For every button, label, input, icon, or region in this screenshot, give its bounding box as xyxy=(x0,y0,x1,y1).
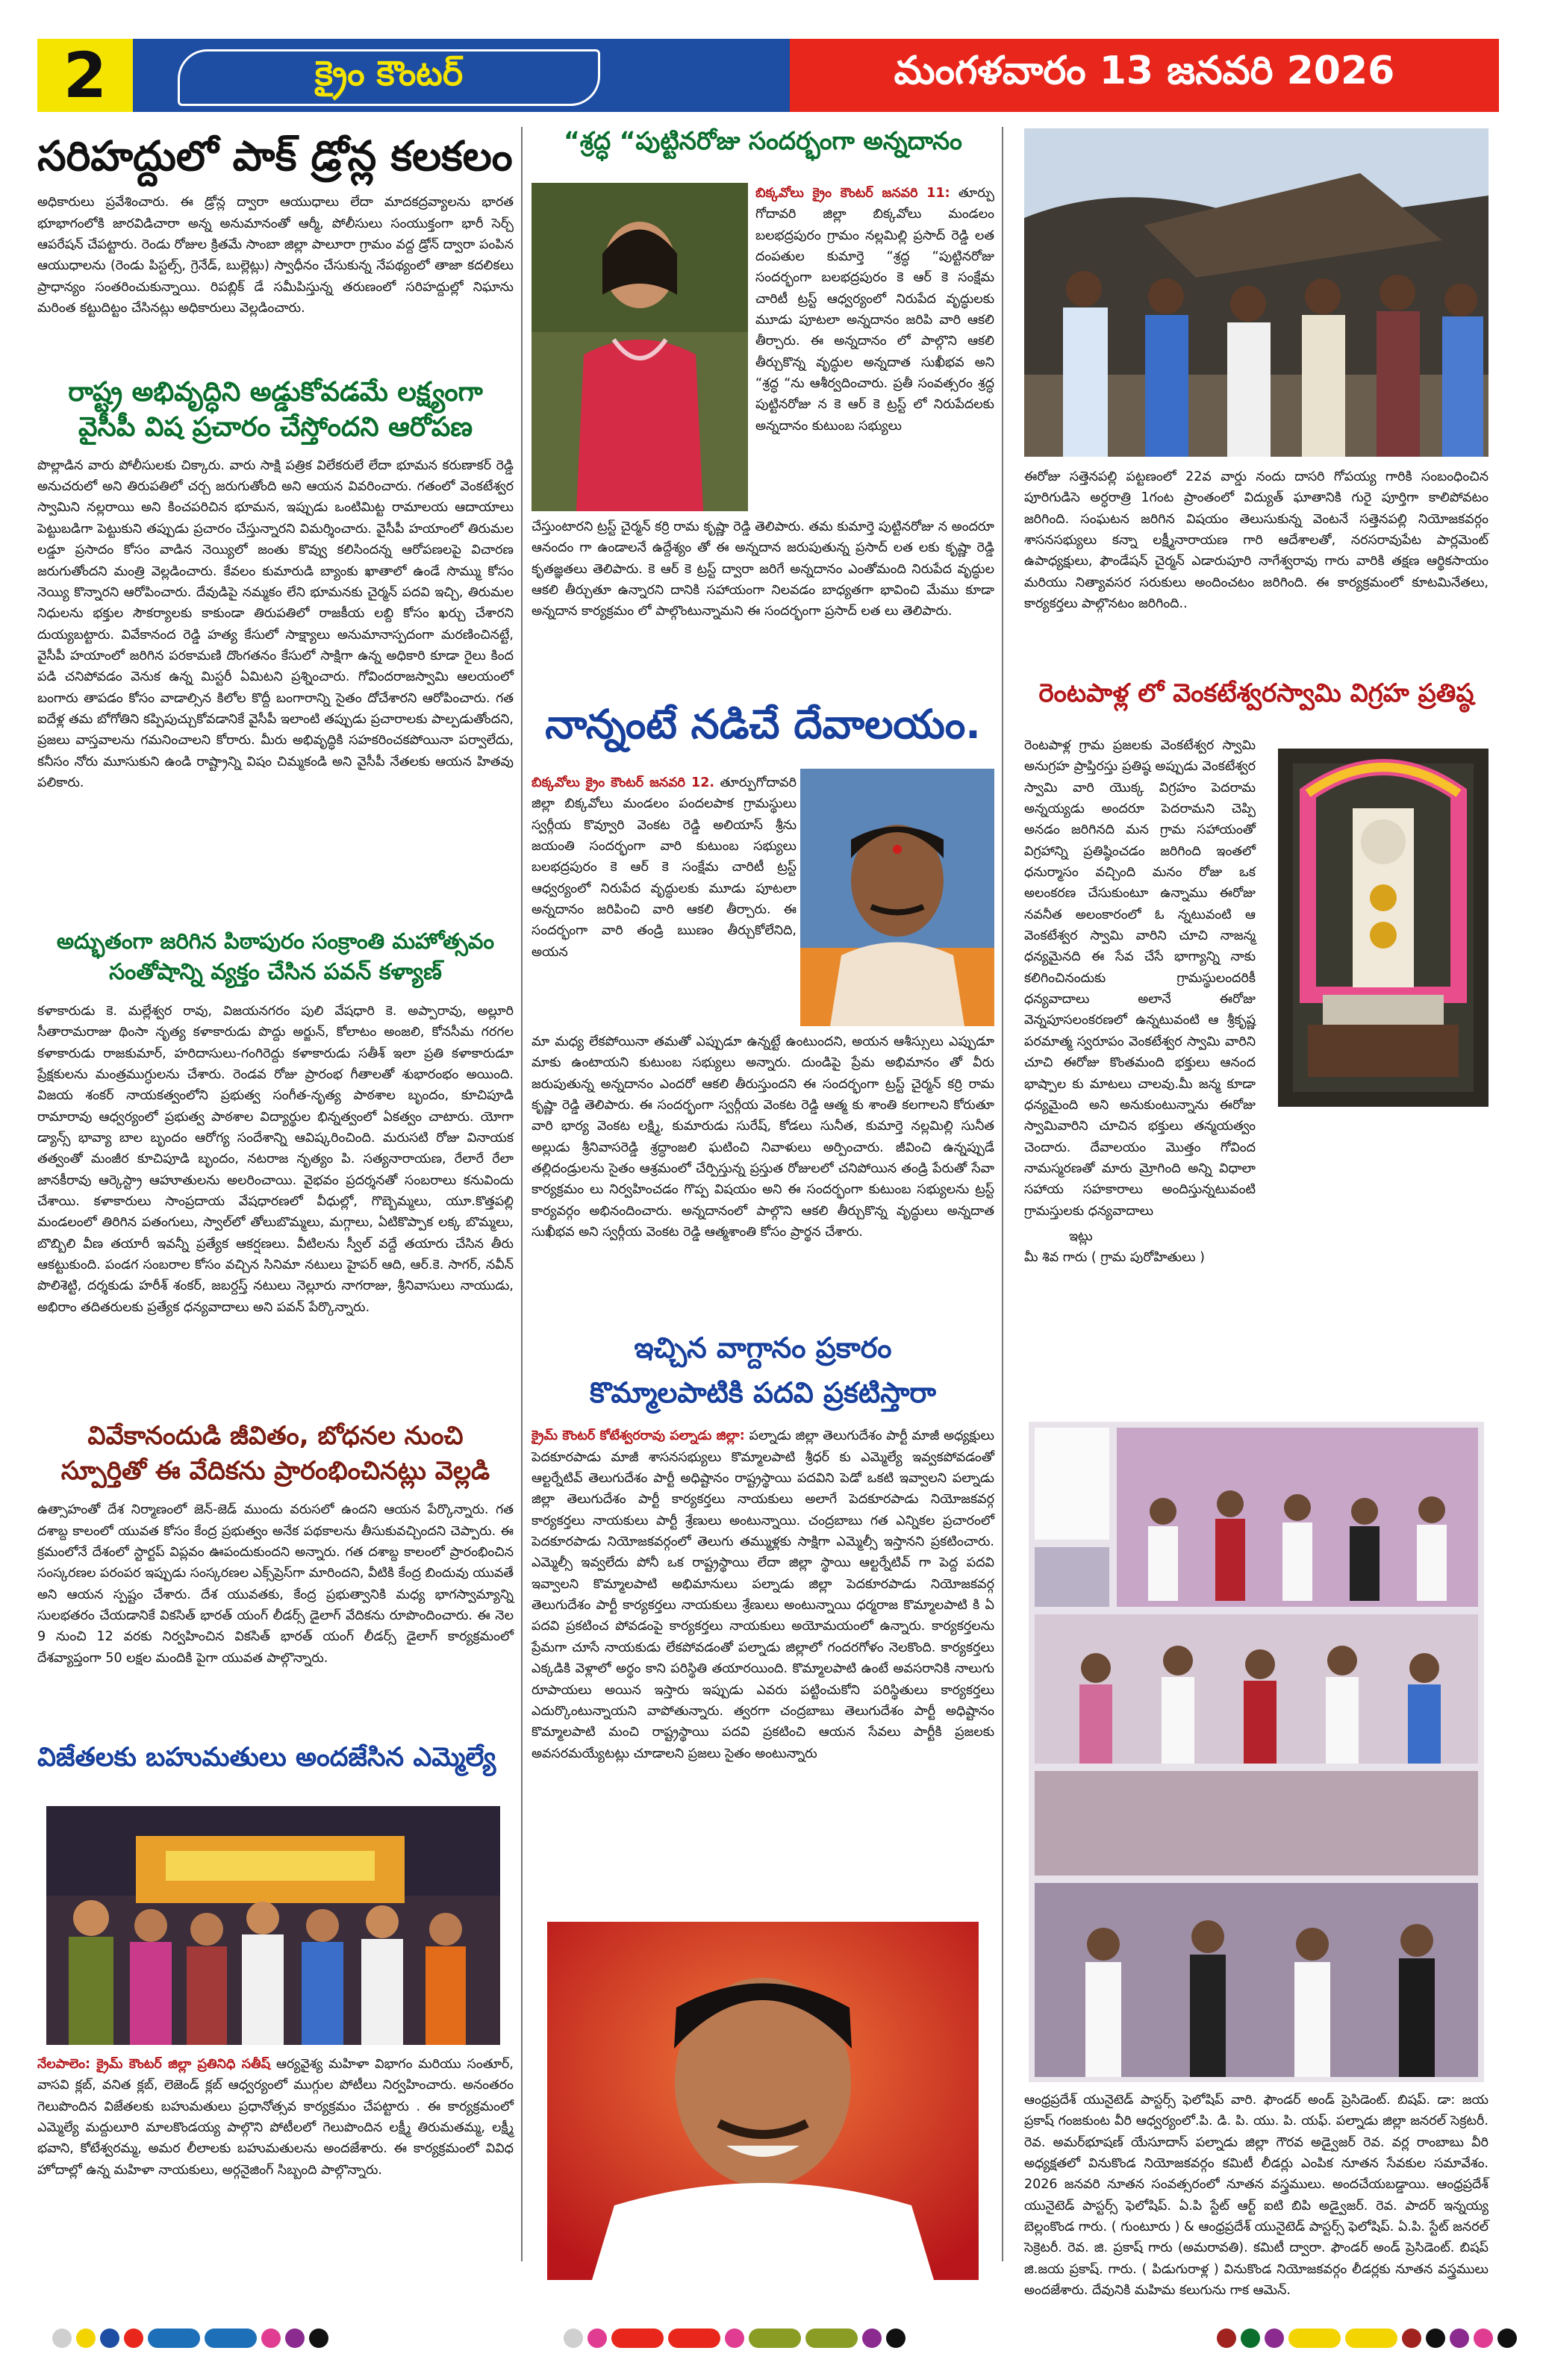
article-body-rentapalla: రెంటపాళ్ల గ్రామ ప్రజలకు వెంకటేశ్వర స్వామి అనుగ్రహ ప్రాప్తిరస్తు ప్రతిష్ఠ అప్పుడు వెంకటేశ్వర స్వామి వారి యొక్క విగ్రహం పెదరామ అన్నయ్యడు అందరూ పెదరామని చెప్పి అనడం జరిగినది మన గ్రామ సహాయంతో విగ్రహాన్ని ప్రతిష్ఠించడం జరిగింది ఇంతలో ధనుర్మాసం వచ్చింది మనం రోజు ఒక అలంకరణ చేసుకుంటూ ఉన్నాము ఈరోజు నవనీత అలంకారంలో ఓ న్నటువంటి ఆ వెంకటేశ్వర స్వామి వారిని చూచి నాజన్మ ధన్యమైనది ఈ సేవ చేసే భాగ్యాన్ని నాకు కలిగించినందుకు గ్రామస్థులందరికీ ధన్యవాదాలు అలానే ఈరోజు వెన్నపూసలంకరణలో ఉన్నటువంటి ఆ శ్రీకృష్ణ పరమాత్మ స్వరూపం వెంకటేశ్వర స్వామి వారిని చూచి ఈరోజు కొంతమంది భక్తులు ఆనంద భాష్పాల కు మాటలు చాలవు.మీ జన్మ కూడా ధన్యమైంది అని అనుకుంటున్నాను ఈరోజు స్వామివారిని చూచిన భక్తులు తన్మయత్వం చెందారు. దేవాలయం మొత్తం గోవింద నామస్మరణతో మారు మ్రోగింది అన్ని విధాలా సహాయ సహకారాలు అందిస్తున్నటువంటి గ్రామస్తులకు ధన్యవాదాలు xyxy=(1024,738,1256,1219)
headline-father: నాన్నంటే నడిచే దేవాలయం. xyxy=(545,701,981,748)
dateline-kommalapati: క్రైమ్ కౌంటర్ కోటేశ్వరరావు పల్నాడు జిల్లా: xyxy=(532,1428,745,1444)
article-body-shraddha: చేస్తుంటారని ట్రస్ట్ చైర్మన్ కర్రి రామ కృష్ణా రెడ్డి తెలిపారు. తమ కుమార్తె పుట్టినరోజు న అందరూ ఆనందం గా ఉండాలనే ఉద్దేశ్యం తో ఈ అన్నదాన జరుపుతున్న ప్రసాద్ లత లకు కృష్ణా రెడ్డి కృతజ్ఞతలు తెలిపారు. కె ఆర్ కె ట్రస్ట్ ద్వారా జరిగే అన్నదానం ఎంతోమంది నిరుపేద వృద్ధుల ఆకలి తీర్చుతూ ఉన్నారని దానికి సహాయంగా నిలవడం బాధ్యతగా భావించి మేము కూడా అన్నదాన కార్యక్రమం లో పాల్గొంటున్నామని ఈ సందర్భంగా ప్రసాద్ లత లు తెలిపారు. xyxy=(532,519,994,619)
dateline-shraddha: బిక్కవోలు క్రైం కౌంటర్ జనవరి 11: xyxy=(755,186,950,201)
photo-shraddha-image xyxy=(532,183,748,511)
photo-caption-prizes xyxy=(37,2054,514,2181)
article-kommalapati xyxy=(532,1332,994,1764)
caption-text: ఆర్యవైశ్య మహిళా విభాగం మరియు సంతూర్, వాసవి క్లబ్, వనిత క్లబ్, లెజెండ్ క్లబ్ ఆధ్వర్యంలో ముగ్గుల పోటీలు నిర్వహించారు. అనంతరం గెలుపొందిన విజేతలకు బహుమతులు ప్రధానోత్సవ కార్యక్రమం చేపట్టారు . ఈ కార్యక్రమంలో ఎమ్మెల్యే మద్దులూరి మాలకొండయ్య పాల్గొని పోటీలలో గెలుపొందిన లక్ష్మీ తిరుమతమ్మ, లక్ష్మీ భవాని, కోటేశ్వరమ్మ, అమర లీలాలకు బహుమతులను అందజేశారు. ఈ కార్యక్రమంలో వివిధ హోదాల్లో ఉన్న మహిళా నాయకులు, అర్గనైజింగ్ సిబ్బంది పాల్గొన్నారు. xyxy=(37,2057,514,2178)
footer-color-mark xyxy=(52,2329,72,2348)
footer-color-mark xyxy=(611,2329,664,2348)
article-mla-prizes xyxy=(37,1743,514,1772)
article-body-ysrcp: పొల్లాడిన వారు పోలీసులకు చిక్కారు. వారు సాక్షి పత్రిక విలేకరులే లేదా భూమన కరుణాకర్ రెడ్డి అనుచరులో అని తిరుపతిలో చర్చ జరుగుతోంది అని ఆయన వివరించారు. గతంలో వెంకటేశ్వర స్వామిని నల్లరాయి అని కించపరిచిన భూమన, ఇప్పుడు ఒంటిమిట్ట రామాలయ ఆదాయాలు పెట్టుబడిగా పెట్టుకుని తప్పుడు ప్రచారం చేస్తున్నారని విమర్శించారు. వైసీపీ హయాంలో తిరుమల లడ్డూ ప్రసాదం కోసం వాడిన నెయ్యిలో జంతు కొవ్వు కలిసిందన్న ఆరోపణలపై విచారణ జరుగుతోందని మంత్రి వెల్లడించారు. కేవలం కుమారుడి బ్యాంకు ఖాతాలో ఉండే సొమ్ము కోసం నెయ్యి కొన్నారని ఆరోపించారు. దేవుడిపై నమ్మకం లేని భూమనకు చైర్మన్ పదవి ఇచ్చి, తిరుమల నిధులను భక్తుల సౌకర్యాలకు కాకుండా తిరుపతిలో రాజకీయ లబ్ది కోసం ఖర్చు చేశారని దుయ్యబట్టారు. వివేకానంద రెడ్డి హత్య కేసులో సాక్ష్యాలు అనుమానాస్పదంగా మరణించినట్టే, వైసీపీ హయాంలో జరిగిన పరకామణి దొంగతనం కేసులో సాక్షిగా ఉన్న అధికారి కూడా రైలు కింద పడి చనిపోవడం వెనుక ఉన్న మిస్టరీ ఏమిటని ప్రశ్నించారు. గోవిందరాజస్వామి ఆలయంలో బంగారు తాపడం కోసం వాడాల్సిన కిలోల కొద్దీ బంగారాన్ని సైతం దోచేశారని ఆరోపించారు. గత ఐదేళ్ల తమ బోగోతిని కప్పిపుచ్చుకోవడానికే వైసీపీ ఇలాంటి తప్పుడు ప్రచారాలకు పాల్పడుతోందని, ప్రజలు వాస్తవాలను గమనించాలని కోరారు. మీరు అభివృద్ధికి సహకరించకపోయినా పర్వాలేదు, కనీసం నోరు మూసుకుని ఉండి రాష్ట్రాన్ని విషం చిమ్మకండి అని వైసీపీ నేతలకు ఆయన హితవు పలికారు. xyxy=(37,457,514,790)
footer-color-mark xyxy=(1402,2329,1421,2348)
footer-color-mark xyxy=(725,2329,744,2348)
footer-color-mark xyxy=(205,2329,257,2348)
footer-color-mark xyxy=(76,2329,96,2348)
article-shraddha-side xyxy=(755,183,994,437)
footer-color-mark xyxy=(124,2329,143,2348)
headline-pithapuram-line1: అద్భుతంగా జరిగిన పిఠాపురం సంక్రాంతి మహోత్సవం xyxy=(56,928,495,954)
article-body-drones: అధికారులు ప్రవేశించారు. ఈ డ్రోన్ల ద్వారా ఆయుధాలు లేదా మాదకద్రవ్యాలను భారత భూభాగంలోకి జారవిడిచారా అన్న అనుమానంతో ఆర్మీ, పోలీసులు సంయుక్తంగా భారీ సెర్చ్ ఆపరేషన్ చేపట్టారు. రెండు రోజుల క్రితమే సాంబా జిల్లా పాలూరా గ్రామం వద్ద డ్రోన్ ద్వారా పంపిన ఆయుధాలను (రెండు పిస్టల్స్, గ్రెనేడ్, బుల్లెట్లు) స్వాధీనం చేసుకున్న నేపథ్యంలో తాజా కదలికలు ప్రాధాన్యం సంతరించుకున్నాయి. రిపబ్లిక్ డే సమీపిస్తున్న తరుణంలో సరిహద్దుల్లో నిఘాను మరింత కట్టుదిట్టం చేసినట్లు అధికారులు వెల్లడించారు. xyxy=(37,195,514,316)
footer-color-strip-center xyxy=(564,2329,905,2348)
headline-pithapuram-line2: సంతోషాన్ని వ్యక్తం చేసిన పవన్ కళ్యాణ్ xyxy=(109,959,442,986)
footer-color-mark xyxy=(564,2329,583,2348)
article-father xyxy=(532,702,994,748)
headline-kommalapati-line2: కొమ్మాలపాటికి పదవి ప్రకటిస్తారా xyxy=(589,1375,937,1409)
photo-venkateswara-idol-image xyxy=(1278,749,1489,1107)
footer-color-mark xyxy=(100,2329,119,2348)
photo-kommalapati-image xyxy=(547,1922,979,2280)
article-rentapalla-body xyxy=(1024,735,1256,1269)
article-body-vivekananda: ఉత్సాహంతో దేశ నిర్మాణంలో జెన్-జెడ్ ముందు వరుసలో ఉందని ఆయన పేర్కొన్నారు. గత దశాబ్ద కాలంలో యువత కోసం కేంద్ర ప్రభుత్వం అనేక పథకాలను తీసుకువచ్చిందని చెప్పారు. ఈ క్రమంలోనే దేశంలో స్టార్టప్ విప్లవం ఊపందుకుందని అన్నారు. గత దశాబ్ద కాలంలో ప్రారంభించిన సంస్కరణల పరంపర ఇప్పుడు సంస్కరణల ఎక్స్‌ప్రెస్‌గా మారిందని, వీటికి కేంద్ర బిందువు యువతే అని ఆయన స్పష్టం చేశారు. దేశ యువతకు, కేంద్ర ప్రభుత్వానికి మధ్య భాగస్వామ్యాన్ని సులభతరం చేయడానికే వికసిత్ భారత్ యంగ్ లీడర్స్ డైలాగ్ వేదికను రూపొందించారు. ఈ నెల 9 నుంచి 12 వరకు నిర్వహించిన వికసిత్ భారత్ యంగ్ లీడర్స్ డైలాగ్ కార్యక్రమంలో దేశవ్యాప్తంగా 50 లక్షల మందికి పైగా యువత పాల్గొన్నారు. xyxy=(37,1502,514,1666)
headline-vivekananda-line2: స్పూర్తితో ఈ వేదికను ప్రారంభించినట్లు వెల్లడి xyxy=(60,1456,490,1487)
footer-color-mark xyxy=(1217,2329,1236,2348)
masthead-date: మంగళవారం 13 జనవరి 2026 xyxy=(790,39,1499,112)
caption-dateline: నేలపాలెం: క్రైమ్ కౌంటర్ జిల్లా ప్రతినిధి సతీష్ xyxy=(37,2057,271,2072)
signoff-priest: మీ శివ గారు ( గ్రామ పురోహితులు ) xyxy=(1024,1250,1205,1266)
headline-drones: సరిహద్దులో పాక్ డ్రోన్ల కలకలం xyxy=(37,132,513,180)
article-body-pastors: ఆంధ్రప్రదేశ్ యునైటెడ్ పాస్టర్స్ ఫెలోషిప్ వారి. ఫౌండర్ అండ్ ప్రెసిడెంట్. బిషప్. డా: జయ ప్రకాష్ గంజకుంట వీరి ఆధ్వర్యంలో.పి. డి. పి. యు. పి. యఫ్. పల్నాడు జిల్లా జనరల్ సెక్రటరీ. రెవ. అమర్‌భూషణ్ యేసూదాస్ పల్నాడు జిల్లా గౌరవ అడ్వైజర్ రెవ. వర్ల రాంబాబు వీరి అధ్యక్షతలో వినుకొండ నియోజకవర్గం కమిటీ లీడర్లు ఎంపిక నూతన సేవకుల సమావేశం. 2026 జనవరి నూతన సంవత్సరంలో నూతన వస్త్రములు. అందచేయబడ్డాయి. ఆంధ్రప్రదేశ్ యునైటెడ్ పాస్టర్స్ ఫెలోషిప్. ఏ.పి స్టేట్ ఆర్ట్ ఐటి బిపి అడ్వైజర్. రెవ. పాదర్ ఇన్నయ్య బెల్లంకొండ గారు. ( గుంటూరు ) & ఆంధ్రప్రదేశ్ యునైటెడ్ పాస్టర్స్ ఫెలోషిప్. ఏ.పి. స్టేట్ జనరల్ సెక్రెటరీ. రెవ. జి. ప్రకాష్ గారు (అమరావతి). కమిటీ ద్వారా. ఫౌండర్ అండ్ ప్రెసిడెంట్. బిషప్ జి.జయ ప్రకాష్. గారు. ( పిడుగురాళ్ల ) వినుకొండ నియోజకవర్గం లీడర్లకు నూతన వస్త్రములు అందజేశారు. దేవునికి మహిమ కలుగును గాక ఆమెన్. xyxy=(1024,2093,1489,2299)
photo-collage-pastors-image xyxy=(1029,1422,1484,2082)
dateline-father: బిక్కవోలు క్రైం కౌంటర్ జనవరి 12. xyxy=(532,775,715,790)
footer-color-strip-left xyxy=(52,2329,328,2348)
footer-color-mark xyxy=(1241,2329,1260,2348)
footer-color-mark xyxy=(309,2329,328,2348)
photo-father xyxy=(800,769,994,1026)
article-rentapalla xyxy=(1024,679,1489,708)
footer-color-mark xyxy=(148,2329,200,2348)
masthead-brand: క్రైం కౌంటర్ xyxy=(178,49,600,106)
footer-color-mark xyxy=(285,2329,305,2348)
article-ysrcp xyxy=(37,377,514,793)
headline-mla-prizes: విజేతలకు బహుమతులు అందజేసిన ఎమ్మెల్యే xyxy=(37,1743,496,1772)
headline-shraddha: “శ్రద్ధ “పుట్టినరోజు సందర్భంగా అన్నదానం xyxy=(564,126,962,155)
footer-color-mark xyxy=(1474,2329,1493,2348)
article-shraddha xyxy=(532,127,994,155)
photo-fire-hut xyxy=(1024,128,1489,457)
footer-color-mark xyxy=(1426,2329,1445,2348)
footer-color-mark xyxy=(862,2329,882,2348)
article-body-pithapuram: కళాకారుడు కె. మల్లేశ్వర రావు, విజయనగరం పులి వేషధారి కె. అప్పారావు, అల్లూరి సీతారామరాజు థింసా నృత్య కళాకారుడు పొద్దు అర్జున్, కోలాటం అంజలి, కోనసీమ గరగల కళాకారుడు రాజకుమార్, హరిదాసులు-గంగిరెద్దు కళాకారుడు సతీశ్ ఇలా ప్రతి కళాకారుడూ ప్రేక్షకులను మంత్రముగ్ధులను చేశారు. రెండవ రోజు ప్రారంభ గీతాలతో శుభారంభం అయింది. విజయ శంకర్ నాయకత్వంలోని ప్రభుత్వ సంగీత-నృత్య పాఠశాల బృందం, కూచిపూడి రామారావు ఆధ్వర్యంలో ప్రభుత్వ పాఠశాల విద్యార్థుల భిన్నత్వంలో ఏకత్వం చాటారు. యోగా డ్యాన్స్ భావ్యా బాల బృందం ఆరోగ్య సందేశాన్ని ఆవిష్కరించింది. మరుసటి రోజు వినాయక తత్వంతో మంజీర కూచిపూడి బృందం, నటరాజ నృత్యం పి. సత్యనారాయణ, రేలారే రేలా జానకీరావు ఆర్కెస్ట్రా ఆహూతులను అలరించాయి. వైభవం ప్రదర్శనతో సంబరాలు కనువిందు చేశాయి. కళాకారులు సాంప్రదాయ వేషధారణలో వీధుల్లో, గొబ్బెమ్మలు, యూ.కొత్తపల్లి మండలంలో తిరిగిన పతంగులు, స్వాల్‌లో తోలుబొమ్మలు, మగ్గాలు, ఏటికొప్పాక లక్క బొమ్మలు, బొబ్బిలి వీణ తయారీ ఇవన్నీ ప్రత్యేక ఆకర్షణలు. వీటిలను స్వీల్ వద్దే తయారు చేసిన తీరు ఆకట్టుకుంది. పండగ సంబరాల కోసం వచ్చిన సినిమా నటులు హైపర్ ఆది, ఆర్.కె. సాగర్, నవీన్ పొలిశెట్టి, దర్శకుడు హరీశ్ శంకర్, జబర్దస్త్ నటులు నెల్లూరు నాగరాజు, శ్రీనివాసులు నాయుడు, అభిరాం తదితరులకు ప్రత్యేక ధన్యవాదాలు అని పవన్ పేర్కొన్నారు. xyxy=(37,1003,514,1315)
headline-kommalapati-line1: ఇచ్చిన వాగ్దానం ప్రకారం xyxy=(634,1331,892,1364)
photo-shraddha xyxy=(532,183,748,511)
footer-color-mark xyxy=(261,2329,281,2348)
headline-ysrcp-line1: రాష్ట్ర అభివృద్ధిని అడ్డుకోవడమే లక్ష్యంగా xyxy=(68,377,483,407)
article-text-kommalapati: పల్నాడు జిల్లా తెలుగుదేశం పార్టీ మాజీ అధ్యక్షులు పెదకూరపాడు మాజీ శాసనసభ్యులు కొమ్మాలపాటి శ్రీధర్ కు ఎమ్మెల్యే ఇవ్వకపోవడంతో ఆల్టర్నేటివ్ తెలుగుదేశం పార్టీ అధిష్టానం రాష్ట్రస్థాయి పదవిని పెడో ఒకటి ఇవ్వాలని పల్నాడు జిల్లా తెలుగుదేశం పార్టీ కార్యకర్తలు నాయకులు అలాగే పెదకూరపాడు నియోజకవర్గ కార్యకర్తలు నాయకులు పార్టీ శ్రేణులు అంటున్నాయి. చంద్రబాబు గత ఎన్నికల ప్రచారంలో పెదకూరపాడు నియోజకవర్గంలో తెలుగు తమ్ముళ్లకు సాక్షిగా ఎమ్మెల్సీ ఇస్తానని ప్రకటించారు. ఎమ్మెల్సీ ఇవ్వలేదు పోనీ ఒక రాష్ట్రస్థాయి లేదా జిల్లా స్థాయి ఆల్టర్నేటివ్ గా పెద్ద పదవి ఇవ్వాలని కొమ్మాలపాటి అభిమానులు పల్నాడు జిల్లా పెదకూరపాడు నియోజకవర్గ తెలుగుదేశం పార్టీ కార్యకర్తలు నాయకులు శ్రేణులు అంటున్నాయి ధర్మరాజ కొమ్మాలపాటి కి ఏ పదవి ప్రకటించ పోవడంపై కార్యకర్తలు నాయకులు అయోమయంలో ఉన్నారు. కార్యకర్తలను ప్రేమగా చూసే నాయకుడు లేకపోవడంతో పల్నాడు జిల్లాలో గందరగోళం నెలకొంది. కార్యకర్తలు ఎక్కడికి వెళ్లాలో అర్థం కాని పరిస్థితి తయారయింది. కొమ్మాలపాటి ఉంటే అవసరానికి నాలుగు రూపాయలు అయిన ఇస్తారు ఇప్పుడు ఎవరు పట్టించుకోని పరిస్థితులు కార్యకర్తలు ఎదుర్కొంటున్నాయని వాపోతున్నారు. త్వరగా చంద్రబాబు తెలుగుదేశం పార్టీ అధిష్టానం కొమ్మాలపాటి మంచి రాష్ట్రస్థాయి పదవి ప్రకటించి ఆయన సేవలు పార్టీకి ప్రజలకు అవసరమయ్యేటట్లు చూడాలని ప్రజలు సైతం అంటున్నారు xyxy=(532,1428,994,1761)
column-divider xyxy=(521,127,523,2261)
article-pithapuram xyxy=(37,929,514,1318)
footer-color-mark xyxy=(1345,2329,1397,2348)
column-divider xyxy=(1002,127,1003,2261)
article-body-kommalapati xyxy=(532,1425,994,1764)
footer-color-mark xyxy=(668,2329,720,2348)
photo-prize-distribution-image xyxy=(46,1806,500,2045)
footer-color-mark xyxy=(1497,2329,1517,2348)
signoff-itlu: ఇట్లు xyxy=(1069,1228,1093,1244)
footer-color-mark xyxy=(805,2329,858,2348)
headline-rentapalla: రెంటపాళ్ల లో వెంకటేశ్వరస్వామి విగ్రహ ప్రతిష్ఠ xyxy=(1038,678,1474,708)
photo-venkateswara-idol xyxy=(1278,749,1489,1107)
photo-kommalapati xyxy=(547,1922,979,2280)
article-body-father-side: తూర్పుగోదావరి జిల్లా బిక్కవోలు మండలం పందలపాక గ్రామస్థులు స్వర్గీయ కొవ్వూరి వెంకట రెడ్డి అలియాస్ శ్రీను జయంతి సందర్భంగా వారి కుటుంబ సభ్యులు బలభద్రపురం కె ఆర్ కె సంక్షేమ చారిటీ ట్రస్ట్ ఆధ్వర్యంలో నిరుపేద వృద్ధులకు మూడు పూటలా అన్నదానం జరిపించి వారి ఆకలి తీర్చారు. ఈ సందర్భంగా వారి తండ్రి ఋణం తీర్చుకోలేనిది, అయన xyxy=(532,775,797,960)
photo-prize-distribution xyxy=(46,1806,500,2045)
footer-color-mark xyxy=(1265,2329,1284,2348)
photo-father-image xyxy=(800,769,994,1026)
footer-color-strip-right xyxy=(1217,2329,1517,2348)
article-border-drones xyxy=(37,133,514,319)
footer-color-mark xyxy=(1450,2329,1469,2348)
article-body-father: మా మధ్య లేకపోయినా తమతో ఎప్పుడూ ఉన్నట్టే ఉంటుందని, అయన ఆశీస్సులు ఎప్పుడూ మాకు ఉంటాయని కుటుంబ సభ్యులు అన్నారు. దుండిపై ప్రేమ అభిమానం తో వీరు జరుపుతున్న అన్నదానం ఎందరో ఆకలి తీరుస్తుందని ఈ సందర్భంగా ట్రస్ట్ చైర్మన్ కర్రి రామ కృష్ణా రెడ్డి తెలిపారు. ఈ సందర్భంగా స్వర్గీయ వెంకట రెడ్డి ఆత్మ కు శాంతి కలగాలని కోరుతూ వారి భార్య వెంకట లక్ష్మి, కుమారుడు సురేష్, కోడలు సునీత, కుమార్తె నల్లమిల్లి సునీత అల్లుడు శ్రీనివాసరెడ్డి శ్రద్ధాంజలి ఘటించి నివాళులు అర్పించారు. జీవించి ఉన్నప్పుడే తల్లిదండ్రులను సైతం ఆశ్రమంలో చేర్పిస్తున్న ప్రస్తుత రోజులలో చనిపోయిన తండ్రి పేరుతో సేవా కార్యక్రమం లు నిర్వహించడం గొప్ప విషయం అని ఈ సందర్భంగా కుటుంబ సభ్యులను ట్రస్ట్ కార్యవర్గం అభినందించారు. అన్నదానంలో పాల్గొని ఆకలి తీర్చుకొన్న వృద్ధులు అన్నదాత సుఖీభవ అని స్వర్గీయ వెంకట రెడ్డి ఆత్మశాంతి కోసం ప్రార్థన చేశారు. xyxy=(532,1034,994,1240)
photo-fire-hut-image xyxy=(1024,128,1489,457)
footer-color-mark xyxy=(886,2329,905,2348)
headline-ysrcp-line2: వైసీపీ విష ప్రచారం చేస్తోందని ఆరోపణ xyxy=(78,412,473,443)
footer-color-mark xyxy=(1288,2329,1341,2348)
photo-collage-pastors xyxy=(1029,1422,1484,2082)
footer-color-mark xyxy=(749,2329,801,2348)
article-father-side xyxy=(532,772,797,963)
headline-vivekananda-line1: వివేకానందుడి జీవితం, బోధనల నుంచి xyxy=(87,1421,464,1451)
article-body-fire: ఈరోజు సత్తెనపల్లి పట్టణంలో 22వ వార్డు నందు దాసరి గోపయ్య గారికి సంబంధించిన పూరిగుడిసె అర్ధరాత్రి 1గంట ప్రాంతంలో విద్యుత్ ఘాతానికి గురై పూర్తిగా కాలిపోవటం జరిగింది. సంఘటన జరిగిన విషయం తెలుసుకున్న వెంటనే సత్తెనపల్లి నియోజకవర్గం శాసనసభ్యులు కన్నా లక్ష్మీనారాయణ గారి ఆదేశాలతో, నరసరావుపేట పార్లమెంట్ ఉపాధ్యక్షులు, ఫౌండేషన్ చైర్మన్ ఎడారుపూరి నాగేశ్వరావు గారు వారికి తక్షణ ఆర్థికసాయం మరియు నిత్యావసర సరుకులు అందించటం జరిగింది. ఈ కార్యక్రమంలో కూటమినేతలు, కార్యకర్తలు పాల్గొనటం జరిగింది.. xyxy=(1024,469,1489,612)
page-number: 2 xyxy=(37,39,133,112)
footer-color-mark xyxy=(587,2329,607,2348)
article-vivekananda xyxy=(37,1422,514,1669)
article-body-shraddha-side: తూర్పు గోదావరి జిల్లా బిక్కవోలు మండలం బలభద్రపురం గ్రామం నల్లమిల్లి ప్రసాద్ రెడ్డి లత దంపతుల కుమార్తె “శ్రద్ధ “పుట్టినరోజు సందర్భంగా బలభద్రపురం కె ఆర్ కె సంక్షేమ చారిటీ ట్రస్ట్ ఆధ్వర్యంలో నిరుపేద వృద్ధులకు మూడు పూటలా అన్నదానం జరిపి వారి ఆకలి తీర్చారు. ఈ అన్నదానం లో పాల్గొని ఆకలి తీర్చుకొన్న వృద్ధుల అన్నదాత సుఖీభవ అని “శ్రద్ధ “ను ఆశీర్వదించారు. ప్రతీ సంవత్సరం శ్రద్ధ పుట్టినరోజు న కె ఆర్ కె ట్రస్ట్ లో నిరుపేదలకు అన్నదానం కుటుంబ సభ్యులు xyxy=(755,186,994,434)
